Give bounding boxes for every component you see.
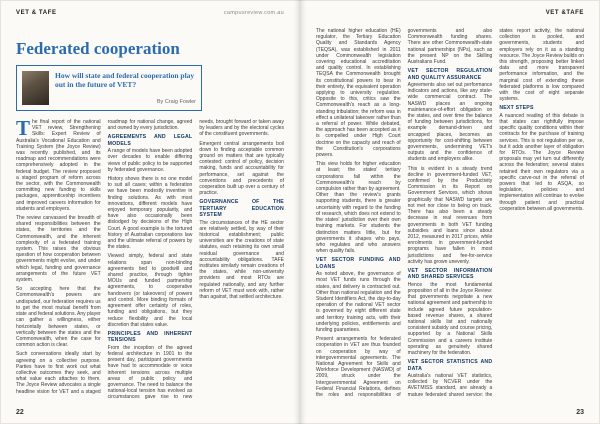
section-heading: VET SECTOR FUNDING AND LOANS — [316, 257, 401, 270]
body-paragraph: Such conversations ideally start by agreeing on a collective purpose. Parties have to first work out what collective outcomes they seek, and what value each attaches to them. The Joyce Review advocates a single headline vision for VET and a staged roadmap for national change, agreed and owned by every jurisdiction. — [16, 119, 193, 395]
page-number-left: 22 — [16, 409, 24, 416]
standfirst-text: How will state and federal cooperation play out in the future of VET? — [55, 71, 195, 89]
body-paragraph: The national higher education (HE) regulator, the Tertiary Education Quality and Standards Agency (TEQSA), was established in 2011 under Commonwealth legislation covering educational accreditation and quality control. In establishing TEQSA the Commonwealth brought its constitutional powers to bear in their entirety, the equivalent operation applying to university regulation. Opposite to this, critics saw the Commonwealth's reach as a long-standing tribulation; the reform was in effect a unilateral takeover rather than a referral of power. While debated, the approach has been accepted as it is compelled under High Court doctrine on the capacity and reach of the Constitution's corporations powers. — [316, 28, 401, 159]
drop-cap: T — [16, 119, 31, 140]
body-paragraph: The circumstances of the HE sector are relatively settled, by way of their historical establishment; public universities are the creations of state statutes, each retaining its own small residual governance and accountability obligations. TAFE institutes similarly remain creations of the states, while non-university providers and most RTOs are regulated nationally, and any further reform of VET must work with, rather than against, that settled architecture. — [199, 219, 284, 301]
section-heading: VET SECTOR STATISTICS AND DATA — [407, 359, 493, 372]
section-heading: GOVERNANCE OF THE TERTIARY EDUCATION SYSTEM — [199, 199, 284, 219]
website-url: campusreview.com.au — [223, 10, 284, 16]
body-paragraph: A nuanced reading of this debate is that states can rightfully impose specific quality conditions within their contracts for the purchase of training services. This is not regulation per se, but it adds another layer of obligation for RTOs. The Joyce Review proposals may yet turn out differently across the federation; several states retained their own regulators via a specific carve-out in the referral of powers that led to ASQA, so legislation, policies and implementation will continue to evolve through patient and practical cooperation between all governments. — [499, 112, 584, 212]
author-photo — [22, 71, 49, 105]
section-heading: VET SECTOR REGULATION AND QUALITY ASSURANCE — [407, 68, 493, 81]
body-paragraph: Australia's national VET statistics, collected by NCVER under the AVETMISS standard, are already a mature federated shared service: the states report activity, the national collection is pooled, and governments, students and employers rely on it as a standing resource. The Joyce Review builds on this strength, proposing better linked data and more transparent performance information, and the marginal cost of extending these federated platforms is low compared with the cost of eight separate systems. — [407, 28, 584, 398]
body-paragraph: History shows there is no one model to suit all cases; within a federation we have been modestly inventive in finding solutions. As with most innovations, different models have enjoyed temporary popularity, and have also occasionally been dislodged by decisions of the High Court. A good example is the tortured history of Australian corporations law and the ultimate referral of powers by the states. — [107, 176, 193, 251]
standfirst-content — [55, 71, 196, 105]
section-heading: NEXT STEPS — [499, 105, 534, 112]
body-paragraph: A range of models have been adopted over decades to enable differing views of public policy to be supported by federated governance. — [107, 148, 193, 173]
page-header-left — [16, 10, 284, 19]
section-heading: PRINCIPLES AND INHERENT TENSIONS — [107, 330, 193, 344]
body-paragraph: Viewed simply, federal and state relations span non-binding agreements tied to goodwill and shared practice, through tighter MOUs and funded partnership agreements, to cooperative handovers (or takeovers) of powers and control. More binding formats of agreement offer certainty of roles, funding and obligations, but they reduce flexibility and the local discretion that states value. — [107, 253, 193, 328]
article-body-right — [316, 28, 584, 400]
body-paragraph: So accepting here that the Commonwealth's powers are undisputed, our federation requires us to get the most mutual benefit from state and federal solutions. Any player can gather a willingness, either horizontally between states, or vertically between the states and the Commonwealth, when the case for common action is clear. — [16, 286, 101, 349]
section-heading: VET SECTOR INFORMATION AND SHARED SERVICES — [407, 267, 493, 281]
body-paragraph: Agreements also set out performance indicators and actions, like any state-wide commercial contract. The NASWD places an ongoing maintenance-of-effort obligation on the states, and over time the balance of funding between jurisdictions, for example demand-driven and uncapped places, becomes an opportunity for cost-shifting between governments, undermining VET's outputs and the confidence of students and employers alike. — [407, 82, 493, 163]
article-title: Federated cooperation — [16, 39, 180, 58]
body-paragraph: Present arrangements for federated cooperation in VET are thus founded on cooperation by way of intergovernmental agreements. The National Agreement for Skills and Workforce Development (NASWD) of 2009, struck under the Intergovernmental Agreement on Federal Financial Relations, defines the roles and responsibilities of governments and also Commonwealth funding shares. There are other Commonwealth-state national partnerships (NPs), such as the present NP on the Skilling Australians Fund. — [316, 28, 493, 398]
body-paragraph: This is evident in a steady trend decline in government-funded VET, confirmed by the Productivity Commission in its Report on Government Services, which shows graphically that NASWD targets are not met nor close to being on track. There has also been a steady decrease in real revenues from governments in both VET funding subsidies and loans since about 2012, measured in 2017 prices, while enrolments in government-funded programs have fallen in most jurisdictions and fee-for-service activity has grown unevenly. — [407, 165, 493, 265]
section-label-left: VET & TAFE — [16, 10, 57, 16]
body-paragraph: This view holds for higher education at least; the states' tertiary corporations fall within the Commonwealth's reach by compulsion rather than by agreement. Other than the review's grants supporting students, there is greater uncertainty with regard to the funding of research, which does not extend to the states' jurisdiction over their own training markets. For students the distinction matters little, but for governments it shapes who pays, who regulates and who answers when quality fails. — [316, 161, 401, 255]
page-number-right: 23 — [576, 409, 584, 416]
standfirst-box — [16, 65, 202, 111]
page-header-right — [316, 10, 584, 19]
body-paragraph: Emergent central arrangements boil down to finding acceptable common ground on matters that are typically contested: control of policy, decision making, funds and accountability for performance, set against the conventions and precedents of cooperation built up over a century of practice. — [199, 140, 284, 197]
body-paragraph: The final report of the national VET review, Strengthening Skills: Expert Review of Australia's Vocational Education and Training System (the Joyce Review) was recently published, and its roadmap and recommendations were comprehensively adopted in the federal budget. The review proposed a staged program of reform across the sector, with the Commonwealth committing new funding to skills packages, apprenticeship incentives and improved careers information for students and employers. — [16, 119, 101, 212]
body-paragraph: Hence the most fundamental proposition of all in the Joyce Review: that governments negotiate a new national agreement and partnership to include agreed future population-based revenue shares, a shared national skills list and nationally consistent subsidy and course pricing, supported by a National Skills Commission and a careers institute operating as genuinely shared machinery for the federation. — [407, 281, 493, 356]
byline: By Craig Fowler — [156, 99, 196, 105]
body-paragraph: The review canvassed the breadth of shared responsibilities between the states, the territories and the Commonwealth, and the inherent complexity of a federated training system. This raises the obvious question of how cooperation between governments might evolve, and under which legal, funding and governance arrangements of the future VET system. — [16, 215, 101, 284]
body-paragraph: From the inception of the agreed federal architecture in 1901 to the present day, participant governments have had to accommodate or voice inherent tensions across multiple areas of public policy and governance. The need to balance the national-local tension has evolved as circumstances gave rise to new needs, brought forward or taken away by leaders and by the electoral cycles of the constituent governments. — [107, 119, 284, 401]
body-paragraph: As noted above, the governance of most VET funds runs through the states, and delivery is contracted out. Other than national regulation and the Student Identifiers Act, the day-to-day operation of the national VET sector is governed by eight different state and territory training acts, with their underlying policies, entitlements and funding guarantees. — [316, 271, 401, 333]
section-heading: AGREEMENTS AND LEGAL MODELS — [107, 134, 193, 147]
article-body-left — [16, 119, 284, 401]
page-right — [300, 0, 600, 424]
section-label-right: VET &TAFE — [545, 10, 584, 16]
